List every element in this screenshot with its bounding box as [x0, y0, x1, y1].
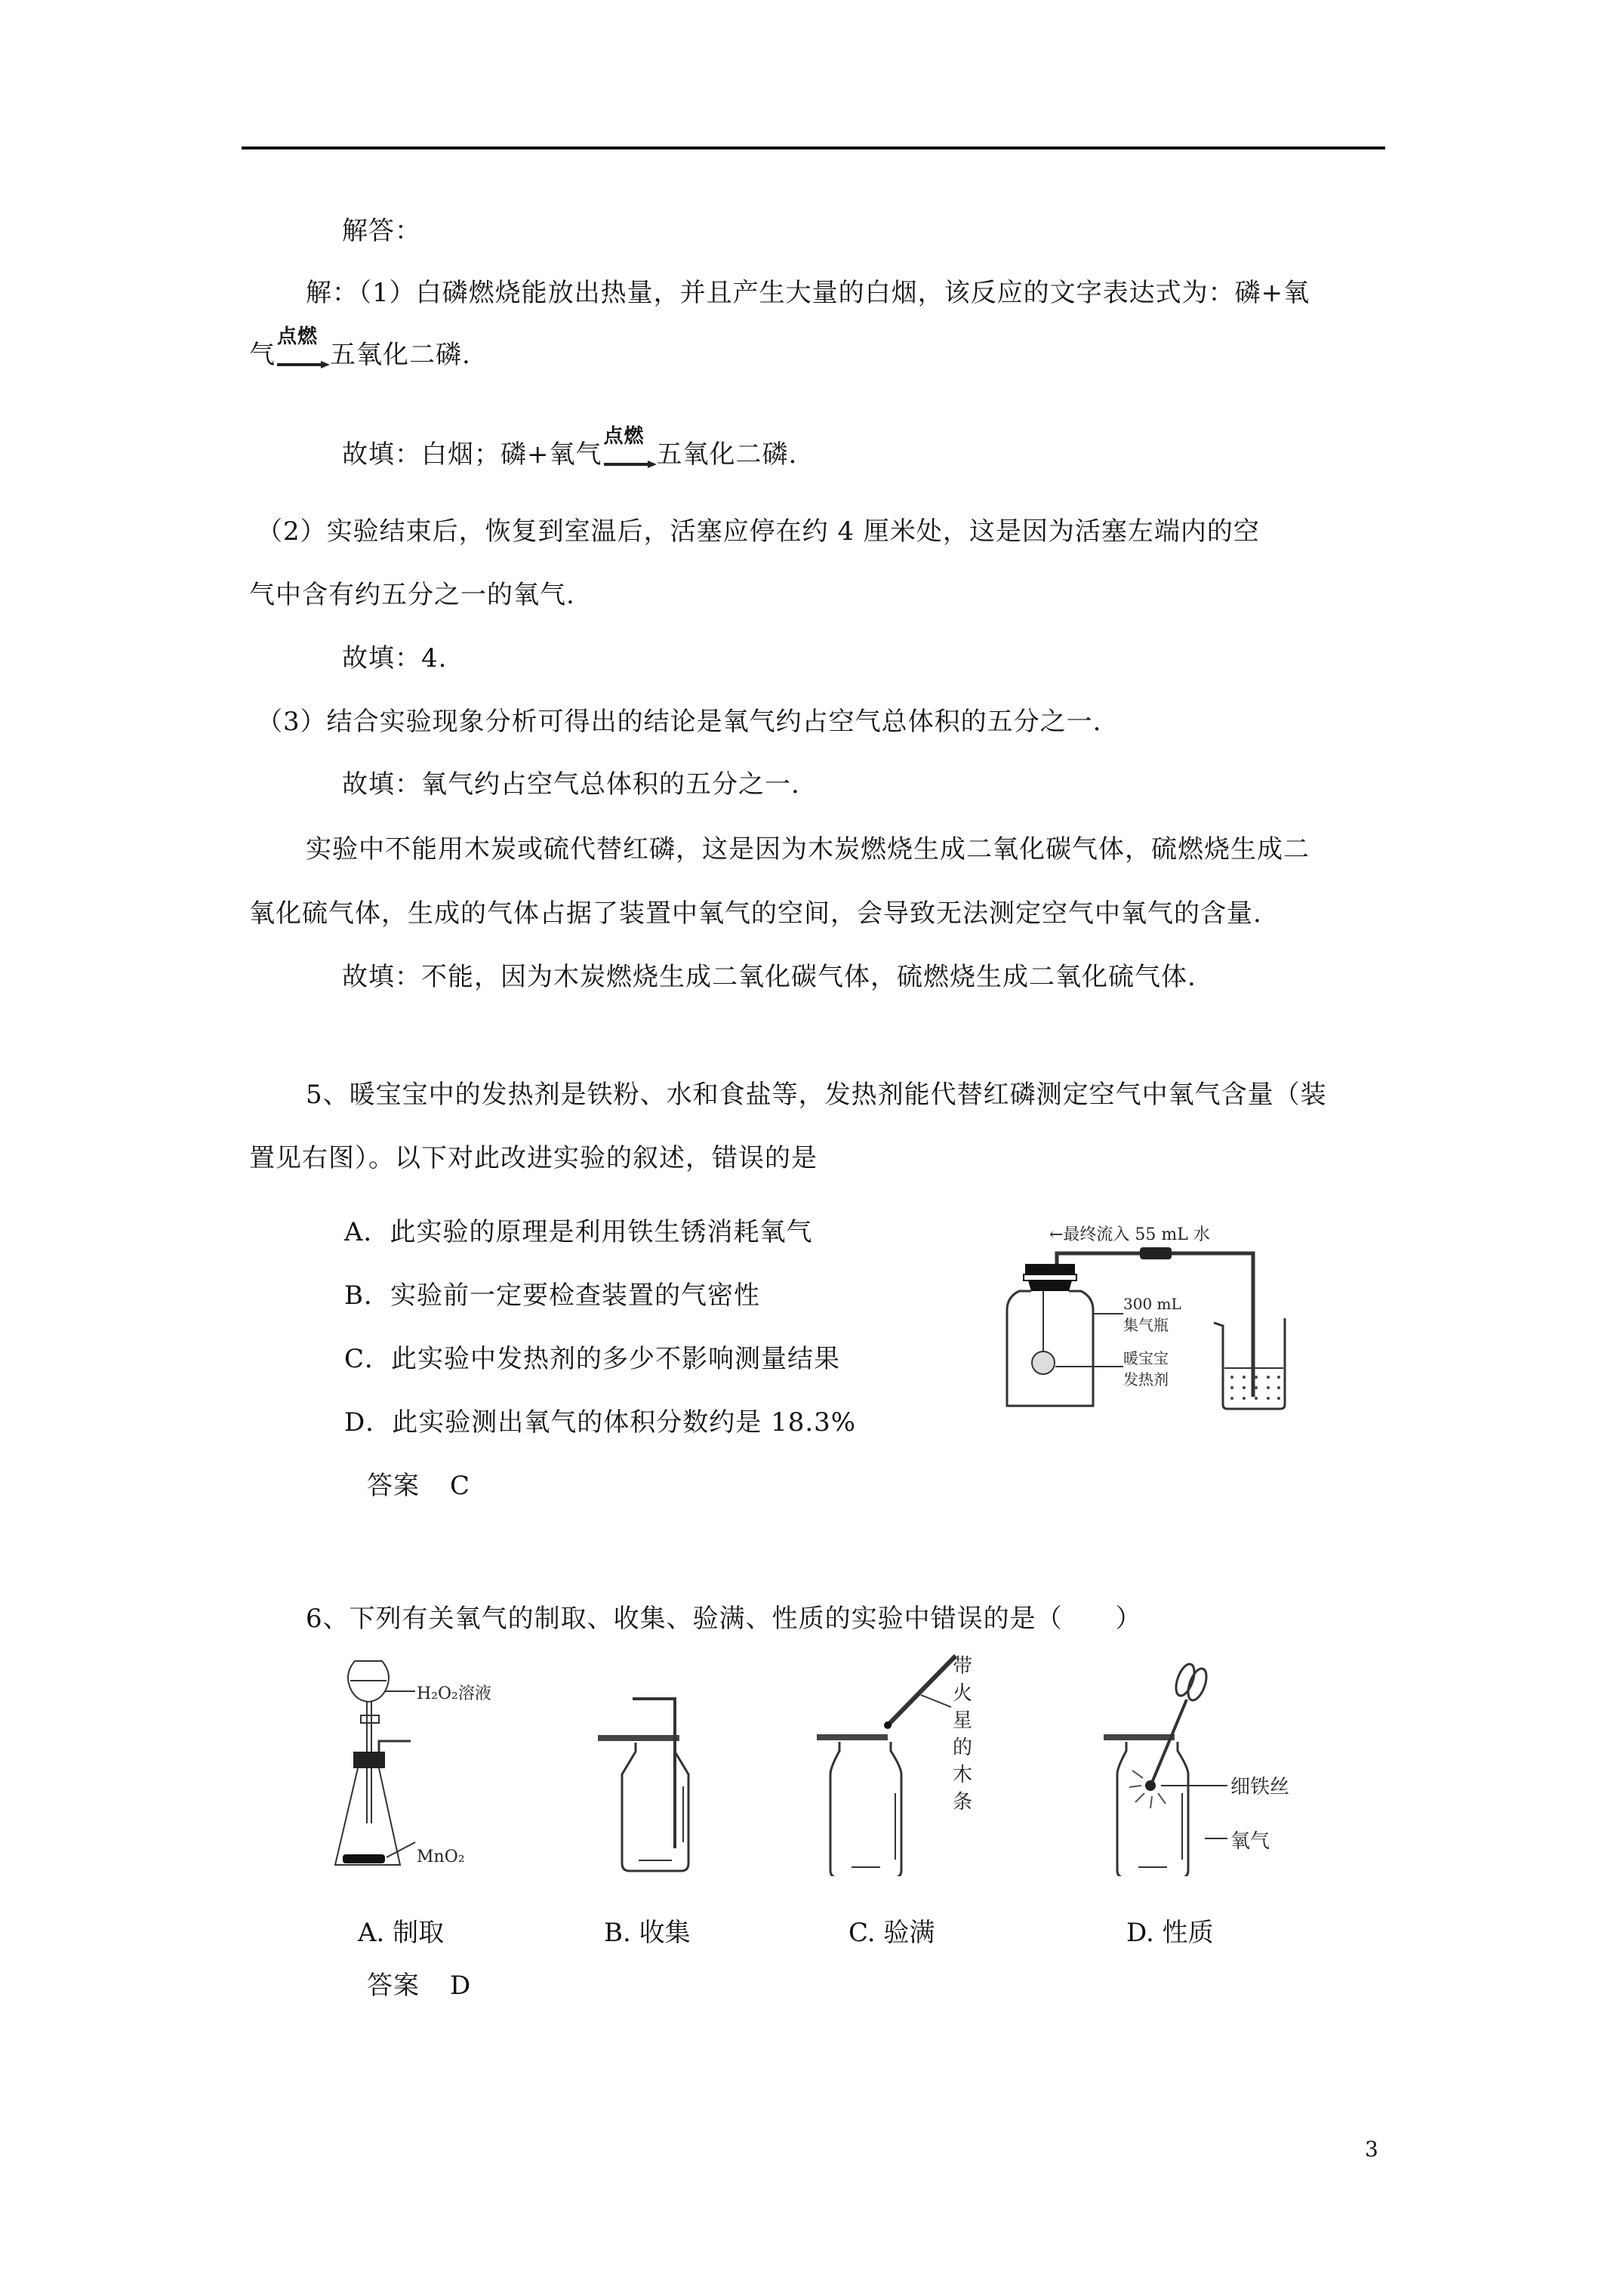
page-number: 3 [1365, 2137, 1378, 2162]
q6-answer [367, 1971, 471, 2001]
solution-fill1 [342, 425, 798, 470]
solution-fill2: 故填：4. [342, 643, 448, 673]
caption-a: A. 制取 [358, 1918, 445, 1948]
label-char: 带 [953, 1655, 973, 1678]
solution-p1-line2 [249, 325, 471, 370]
stopper-top [1025, 1264, 1075, 1274]
label-char: 的 [953, 1737, 973, 1759]
heat-agent [1032, 1351, 1055, 1374]
caption-b: B. 收集 [604, 1918, 691, 1948]
glowing-splint [888, 1656, 956, 1725]
beaker [1214, 1318, 1285, 1409]
label-char: 火 [953, 1682, 973, 1705]
glass-plate [598, 1735, 679, 1741]
gas-bottle [830, 1742, 901, 1876]
q5-stem-line2: 置见右图）。以下对此改进实验的叙述，错误的是 [249, 1143, 818, 1173]
q6-figure-a-preparation [332, 1653, 544, 1880]
bottle-label-name: 集气瓶 [1123, 1316, 1169, 1334]
arrow-icon [276, 361, 330, 368]
glass-plate [817, 1734, 888, 1740]
label-char: 星 [953, 1709, 973, 1732]
label-iron-wire: 细铁丝 [1230, 1776, 1290, 1798]
gas-bottle [1117, 1742, 1188, 1876]
solution-p2-line1: （2）实验结束后，恢复到室温后，活塞应停在约 4 厘米处，这是因为活塞左端内的空 [257, 516, 1260, 547]
q5-option-d: D．此实验测出氧气的体积分数约是 18.3% [344, 1407, 857, 1438]
crucible-tongs [1152, 1700, 1187, 1783]
delivery-tube [633, 1699, 675, 1848]
solution-p2-line2: 气中含有约五分之一的氧气. [249, 580, 575, 610]
header-rule [242, 146, 1385, 149]
burning-iron-wire [1145, 1780, 1156, 1791]
solution-fill4: 故填：不能，因为木炭燃烧生成二氧化碳气体，硫燃烧生成二氧化硫气体. [342, 962, 1196, 992]
stopper [353, 1752, 385, 1768]
label-oxygen: 氧气 [1230, 1830, 1270, 1853]
reaction-arrow [276, 325, 330, 370]
mno2-powder [343, 1854, 385, 1863]
solution-p3: （3）结合实验现象分析可得出的结论是氧气约占空气总体积的五分之一. [257, 707, 1102, 737]
q5-option-b: B．实验前一定要检查装置的气密性 [344, 1281, 760, 1311]
q6-figure-d-property [1102, 1650, 1329, 1876]
text: 五氧化二磷. [656, 439, 798, 470]
leader-line [387, 1842, 415, 1857]
solution-p4-line1: 实验中不能用木炭或硫代替红磷，这是因为木炭燃烧生成二氧化碳气体，硫燃烧生成二 [306, 834, 1310, 864]
caption-c: C. 验满 [848, 1918, 935, 1948]
leader-line [921, 1695, 951, 1707]
flow-label: ←最终流入 55 mL 水 [1049, 1225, 1210, 1244]
q5-stem-line1: 5、暖宝宝中的发热剂是铁粉、水和食盐等，发热剂能代替红磷测定空气中氧气含量（装 [306, 1080, 1327, 1110]
label-mno2: MnO₂ [417, 1848, 465, 1866]
q6-figure-b-collection [596, 1653, 732, 1880]
label-char: 条 [953, 1791, 973, 1814]
q5-option-c: C．此实验中发热剂的多少不影响测量结果 [344, 1344, 841, 1374]
arrow-icon [602, 461, 657, 468]
caption-d: D. 性质 [1126, 1918, 1214, 1948]
tongs-handle [1184, 1666, 1210, 1703]
stopper-ring [1024, 1274, 1076, 1281]
gas-bottle [1007, 1291, 1093, 1406]
ember [884, 1721, 892, 1729]
label-char: 木 [953, 1764, 973, 1786]
solution-heading: 解答： [342, 216, 421, 246]
agent-label-1: 暖宝宝 [1123, 1349, 1169, 1367]
agent-label-2: 发热剂 [1123, 1370, 1169, 1388]
label-h2o2: H₂O₂溶液 [417, 1684, 491, 1703]
q6-figure-c-check [815, 1650, 1012, 1876]
reaction-condition: 点燃 [603, 425, 645, 448]
stopcock [361, 1715, 379, 1723]
q5-apparatus-figure [996, 1216, 1389, 1442]
solution-p4-line2: 氧化硫气体，生成的气体占据了装置中氧气的空间，会导致无法测定空气中氧气的含量. [249, 898, 1262, 929]
text: 故填：白烟；磷+氧气 [342, 439, 602, 470]
q5-answer [367, 1471, 470, 1501]
bottle-label-volume: 300 mL [1123, 1295, 1181, 1313]
text: 气 [249, 340, 276, 370]
clamp [1140, 1247, 1172, 1259]
glass-plate [1104, 1734, 1175, 1740]
water [1230, 1376, 1280, 1400]
answer-value: D [450, 1971, 472, 2001]
tongs-handle [1172, 1662, 1198, 1698]
solution-fill3: 故填：氧气约占空气总体积的五分之一. [342, 769, 800, 800]
stopper-bottom [1028, 1281, 1072, 1291]
label-glowing-splint [953, 1655, 972, 1814]
reaction-arrow [602, 425, 657, 470]
q5-option-a: A．此实验的原理是利用铁生锈消耗氧气 [344, 1217, 813, 1247]
q6-stem: 6、下列有关氧气的制取、收集、验满、性质的实验中错误的是（ ） [306, 1604, 1142, 1634]
answer-value: C [450, 1471, 471, 1501]
answer-label: 答案 [367, 1971, 420, 2001]
reaction-condition: 点燃 [277, 325, 319, 348]
gas-bottle [622, 1743, 688, 1871]
text: 五氧化二磷. [330, 340, 471, 370]
answer-label: 答案 [367, 1471, 420, 1501]
solution-p1-line1: 解：（1）白磷燃烧能放出热量，并且产生大量的白烟，该反应的文字表达式为：磷+氧 [306, 278, 1310, 308]
